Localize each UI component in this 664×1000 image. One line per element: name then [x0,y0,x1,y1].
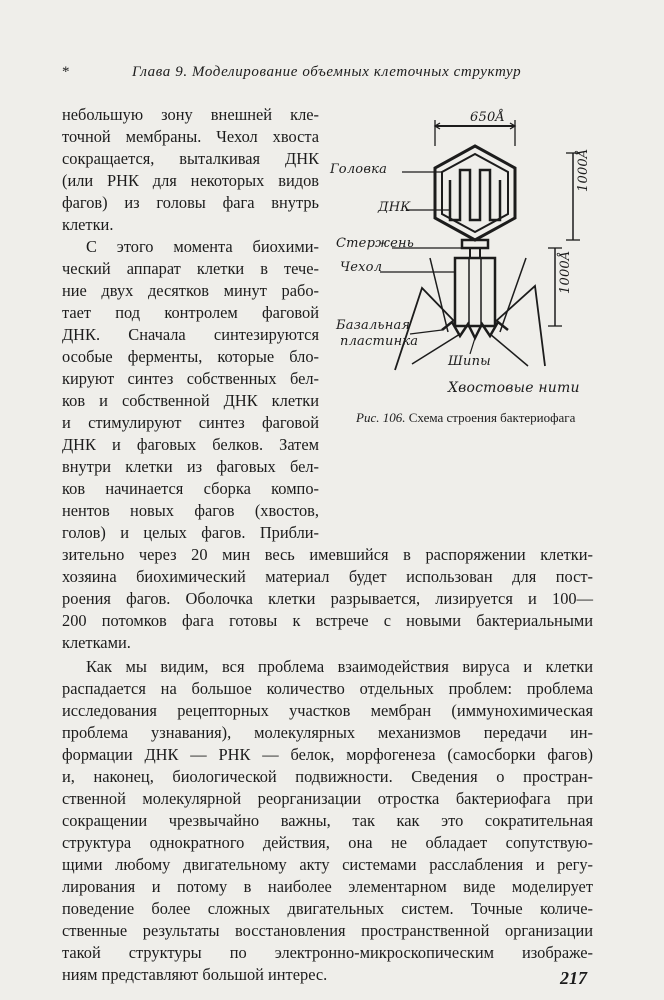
text-line: распадается на большое количество отдельных проблем: проблема [62,679,593,698]
label-sheath: Чехол [340,260,383,275]
text-line: нентов новых фагов (хвостов, [62,501,319,520]
label-baseplate-1: Базальная [336,318,411,333]
text-line: ДНК. Сначала синтезируются [62,325,319,344]
running-header [62,64,592,86]
label-spikes: Шипы [448,354,491,369]
text-line: особые ферменты, которые бло- [62,347,319,366]
header-marker: * [62,64,70,80]
text-line: лирования и потому в наиболее элементарном виде моделирует [62,877,593,896]
text-line: внутри клетки из фаговых бел- [62,457,319,476]
text-line: ДНК и фаговых белков. Затем [62,435,319,454]
text-line: (или РНК для некоторых видов [62,171,319,190]
text-line: такой структуры по электронно-микроскопическим изображе- [62,943,593,962]
text-line: и, наконец, биологической подвижности. Сведения о простран- [62,767,593,786]
text-line: сокращении чрезвычайно важны, так как это сократительная [62,811,593,830]
text-line: клетками. [62,633,131,652]
text-line: ческий аппарат клетки в тече- [62,259,319,278]
head-capsid [435,146,515,240]
text-line: голов) и целых фагов. Прибли- [62,523,319,542]
label-rod: Стержень [336,236,415,251]
text-line: и стимулируют синтез фаговой [62,413,319,432]
text-line: ственной молекулярной реорганизации отростка бактериофага при [62,789,593,808]
caption-label: Рис. 106. [356,410,406,425]
text-line: сокращается, выталкивая ДНК [62,149,319,168]
head-length-label: 1000Å [576,148,591,192]
figure-caption [356,410,596,426]
text-line: ние двух десятков минут рабо- [62,281,319,300]
chapter-title: Глава 9. Моделирование объемных клеточных структур [132,64,522,80]
label-baseplate-2: пластинка [340,334,419,349]
label-dna: ДНК [378,200,411,215]
text-line: Как мы видим, вся проблема взаимодействия вируса и клетки [86,657,593,676]
text-line: клетки. [62,215,114,234]
dna-coil [450,170,500,220]
text-line: роения фагов. Оболочка клетки разрывается, лизируется и 100— [62,589,593,608]
text-line: ственные результаты восстановления пространственной организации [62,921,593,940]
text-line: тает под контролем фаговой [62,303,319,322]
text-line: хозяина биохимический материал будет использован для пост- [62,567,593,586]
text-line: поведение более сложных двигательных систем. Точные количе- [62,899,593,918]
text-line: структура однократного действия, она не обладает сопутствую- [62,833,593,852]
label-head: Головка [330,162,388,177]
text-line: исследования рецепторных участков мембран (иммунохимическая [62,701,593,720]
text-line: С этого момента биохими- [86,237,319,256]
text-line: ков и собственной ДНК клетки [62,391,319,410]
text-line: точной мембраны. Чехол хвоста [62,127,319,146]
caption-text: Схема строения бактериофага [408,410,576,425]
tail-length-label: 1000Å [558,250,573,294]
text-line: проблема узнавания), молекулярных механизмов передачи ин- [62,723,593,742]
text-line: небольшую зону внешней кле- [62,105,319,124]
text-line: формации ДНК — РНК — белок, морфогенеза (самосборки фагов) [62,745,593,764]
text-line: 200 потомков фага готовы к встрече с новыми бактериальными [62,611,593,630]
text-line: ков начинается сборка компо- [62,479,319,498]
collar [462,240,488,248]
text-line: щими любому двигательному акту системами расслабления и регу- [62,855,593,874]
label-tail-fibers: Хвостовые нити [448,380,580,396]
text-line: кируют синтез собственных бел- [62,369,319,388]
phage-diagram [330,108,600,406]
text-line: зительно через 20 мин весь имевшийся в распоряжении клетки- [62,545,593,564]
page-number: 217 [560,968,587,988]
width-label: 650Å [470,110,506,125]
text-line: фагов) из головы фага внутрь [62,193,319,212]
text-line: ниям представляют большой интерес. [62,965,328,984]
tail-sheath [455,258,495,326]
base-plate [442,322,508,338]
